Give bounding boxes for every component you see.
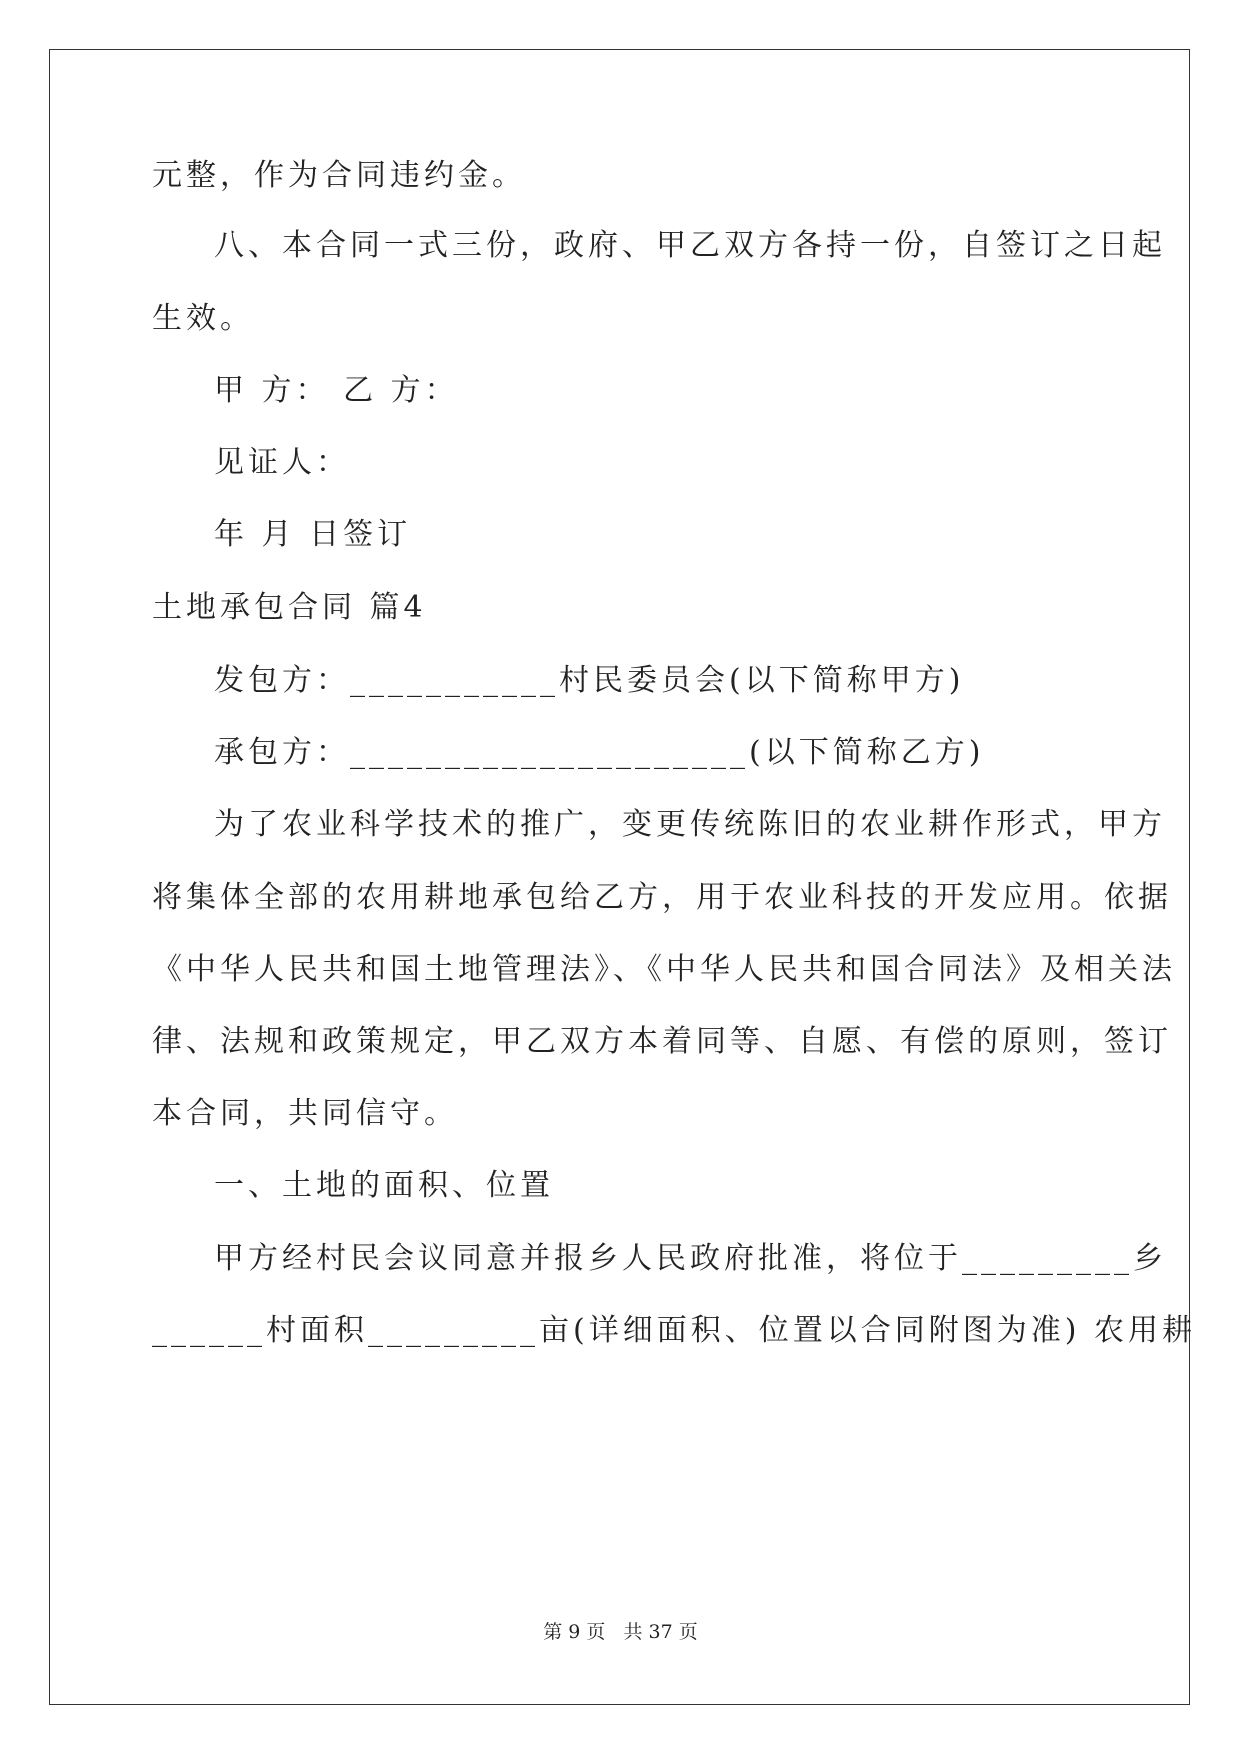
preamble-line-1: 为了农业科学技术的推广，变更传统陈旧的农业耕作形式，甲方: [214, 807, 1166, 842]
witness-line: 见证人：: [214, 445, 350, 480]
clause-one-heading: 一、土地的面积、位置: [214, 1168, 554, 1203]
text-line-penalty: 元整，作为合同违约金。: [152, 158, 526, 193]
preamble-line-2: 将集体全部的农用耕地承包给乙方，用于农业科技的开发应用。依据: [152, 880, 1172, 915]
clause-one-line-2: ______村面积_________亩(详细面积、位置以合同附图为准) 农用耕: [152, 1313, 1196, 1348]
signing-date-line: 年 月 日签订: [214, 517, 412, 552]
contractor-party-line: 发包方：___________村民委员会(以下简称甲方): [214, 663, 965, 698]
clause-eight: 八、本合同一式三份，政府、甲乙双方各持一份，自签订之日起: [214, 228, 1166, 263]
clause-one-line-1: 甲方经村民会议同意并报乡人民政府批准，将位于_________乡: [214, 1241, 1167, 1276]
party-signature-line: 甲 方： 乙 方：: [214, 373, 459, 408]
preamble-line-5: 本合同，共同信守。: [152, 1096, 458, 1131]
page-border: [49, 49, 1190, 1705]
preamble-line-4: 律、法规和政策规定，甲乙双方本着同等、自愿、有偿的原则，签订: [152, 1024, 1172, 1059]
section-heading: 土地承包合同 篇4: [152, 590, 427, 625]
clause-eight-continued: 生效。: [152, 301, 254, 336]
contractee-party-line: 承包方：_____________________(以下简称乙方): [214, 735, 985, 770]
preamble-line-3: 《中华人民共和国土地管理法》、《中华人民共和国合同法》及相关法: [152, 952, 1176, 987]
page-number-footer: 第 9 页 共 37 页: [543, 1621, 698, 1643]
